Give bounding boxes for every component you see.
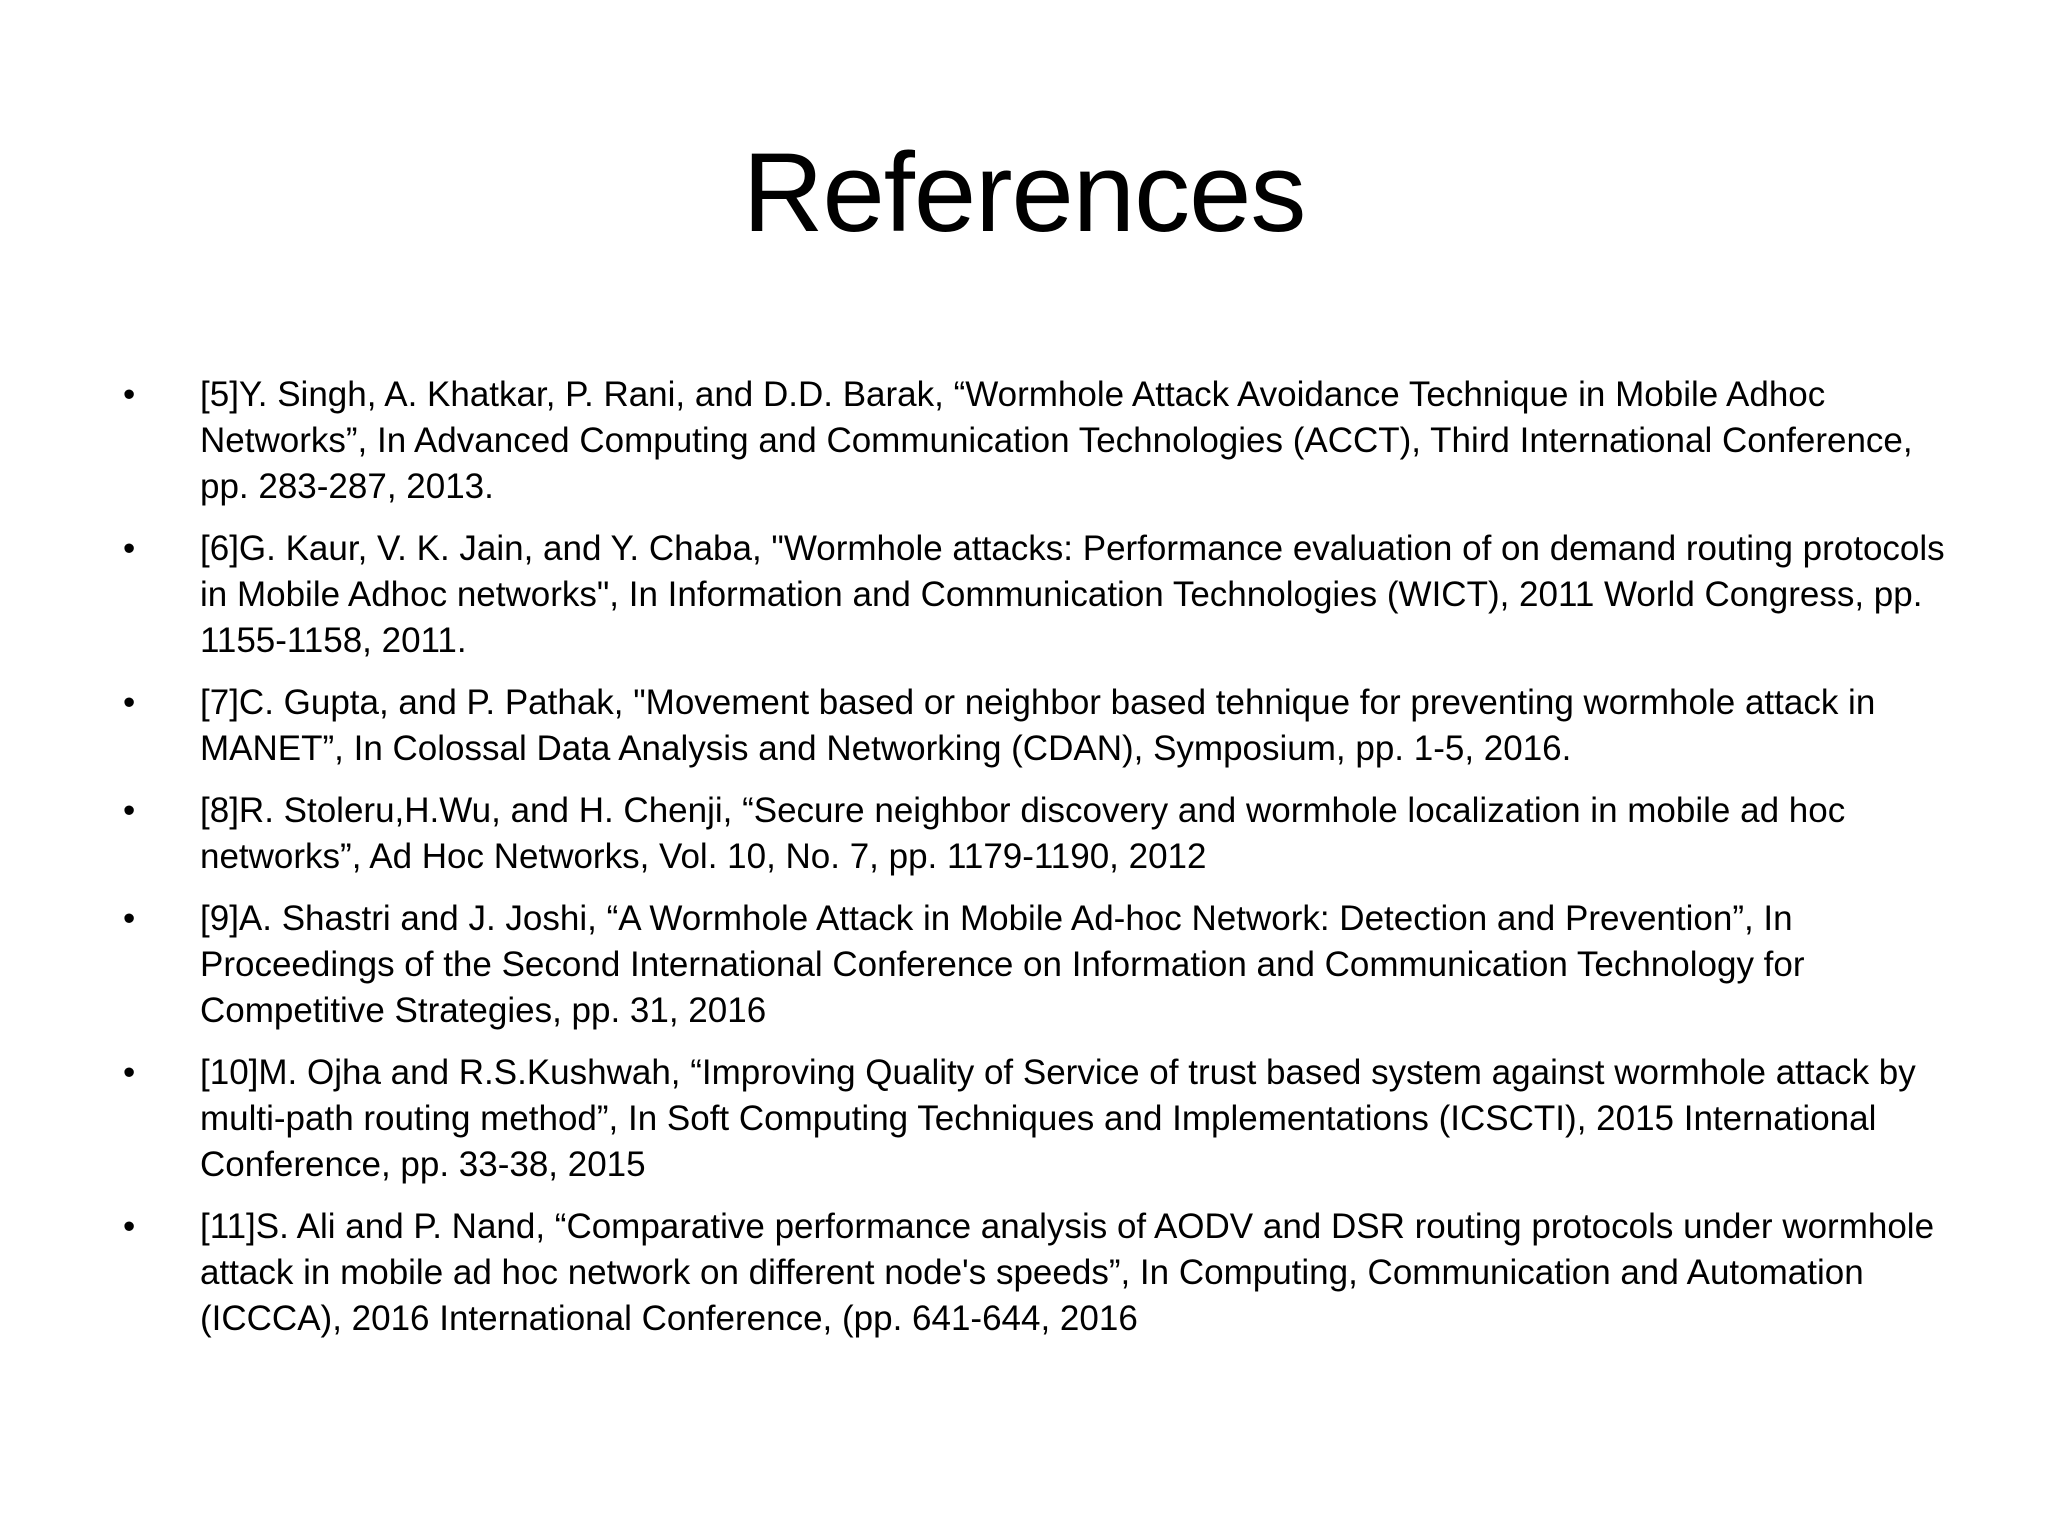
reference-text: [9]A. Shastri and J. Joshi, “A Wormhole Attack in Mobile Ad-hoc Network: Detection and Prevention”, In Proceedings of the Second International Conference on Information and Communication Technology for Competitive Strategies, pp. 31, 2016 bbox=[200, 899, 1805, 1030]
bullet-icon: • bbox=[123, 791, 136, 830]
reference-list bbox=[123, 372, 1960, 1358]
reference-text: [11]S. Ali and P. Nand, “Comparative performance analysis of AODV and DSR routing protocols under wormhole attack in mobile ad hoc network on different node's speeds”, In Computing, Communication and Automation (ICCCA), 2016 International Conference, (pp. 641-644, 2016 bbox=[200, 1207, 1935, 1338]
reference-text: [10]M. Ojha and R.S.Kushwah, “Improving Quality of Service of trust based system against wormhole attack by multi-path routing method”, In Soft Computing Techniques and Implementations (ICSCTI), 2015 International Conference, pp. 33-38, 2015 bbox=[200, 1053, 1916, 1184]
reference-item bbox=[123, 526, 1960, 664]
reference-text: [7]C. Gupta, and P. Pathak, "Movement based or neighbor based tehnique for preventing wormhole attack in MANET”, In Colossal Data Analysis and Networking (CDAN), Symposium, pp. 1-5, 2016. bbox=[200, 683, 1876, 768]
reference-item bbox=[123, 372, 1960, 510]
reference-item bbox=[123, 680, 1960, 772]
bullet-icon: • bbox=[123, 683, 136, 722]
bullet-icon: • bbox=[123, 899, 136, 938]
slide-title: References bbox=[742, 130, 1306, 255]
bullet-icon: • bbox=[123, 1053, 136, 1092]
bullet-icon: • bbox=[123, 1207, 136, 1246]
reference-item bbox=[123, 788, 1960, 880]
reference-text: [6]G. Kaur, V. K. Jain, and Y. Chaba, "Wormhole attacks: Performance evaluation of on demand routing protocols in Mobile Adhoc networks", In Information and Communication Technologies (WICT), 2011 World Congress, pp. 1155-1158, 2011. bbox=[200, 529, 1945, 660]
bullet-icon: • bbox=[123, 375, 136, 414]
reference-text: [5]Y. Singh, A. Khatkar, P. Rani, and D.D. Barak, “Wormhole Attack Avoidance Technique in Mobile Adhoc Networks”, In Advanced Computing and Communication Technologies (ACCT), Third International Conference, pp. 283-287, 2013. bbox=[200, 375, 1913, 506]
reference-item bbox=[123, 1050, 1960, 1188]
reference-text: [8]R. Stoleru,H.Wu, and H. Chenji, “Secure neighbor discovery and wormhole localization in mobile ad hoc networks”, Ad Hoc Networks, Vol. 10, No. 7, pp. 1179-1190, 2012 bbox=[200, 791, 1846, 876]
bullet-icon: • bbox=[123, 529, 136, 568]
reference-item bbox=[123, 896, 1960, 1034]
reference-item bbox=[123, 1204, 1960, 1342]
